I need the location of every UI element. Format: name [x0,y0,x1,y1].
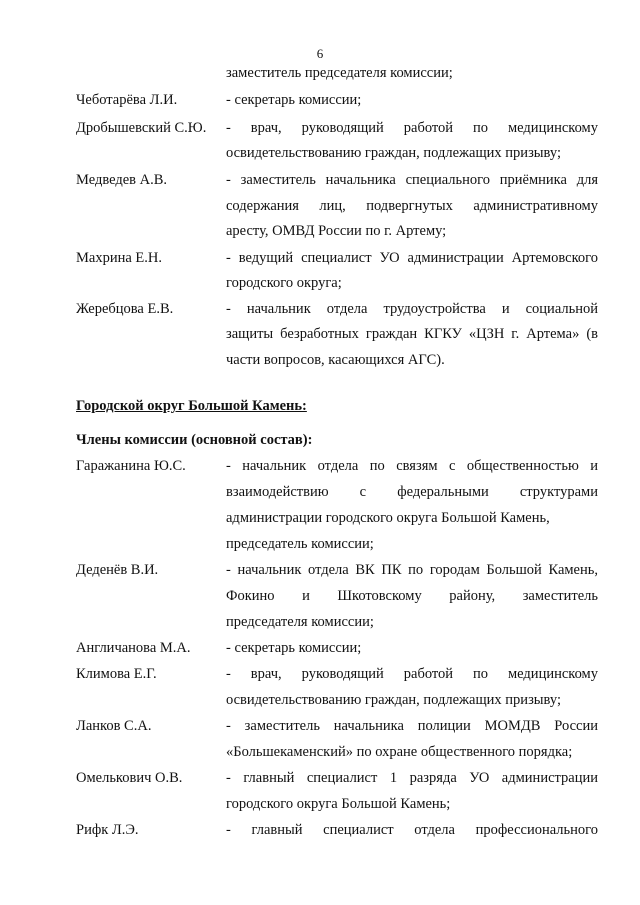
member-name: Медведев А.В. [76,172,168,188]
member-role-line: председателя комиссии; [226,614,374,630]
member-role-line: председатель комиссии; [226,536,374,552]
member-role-line: части вопросов, касающихся АГС). [226,352,445,368]
member-role-line: - ведущий специалист УО администрации Артемовского [226,250,598,266]
member-role-line: городского округа; [226,275,342,291]
member-role-line: - секретарь комиссии; [226,92,362,108]
member-role-line: - секретарь комиссии; [226,640,362,656]
member-role-line: освидетельствованию граждан, подлежащих призыву; [226,692,561,708]
member-name: Деденёв В.И. [76,562,159,578]
member-name: Чеботарёва Л.И. [76,92,178,108]
member-name: Гаражанина Ю.С. [76,458,186,474]
member-name: Жеребцова Е.В. [76,301,174,317]
member-name: Ланков С.А. [76,718,152,734]
member-role-line: Фокино и Шкотовскому району, заместитель [226,588,598,604]
member-role-line: - заместитель начальника полиции МОМДВ России [226,718,598,734]
member-role-line: городского округа Большой Камень; [226,796,451,812]
member-name: Рифк Л.Э. [76,822,139,838]
member-role-line: взаимодействию с федеральными структурами [226,484,598,500]
member-role-line: - главный специалист 1 разряда УО администрации [226,770,598,786]
section-subtitle: Члены комиссии (основной состав): [76,432,313,448]
member-role-line: - заместитель начальника специального приёмника для [226,172,598,188]
section-title: Городской округ Большой Камень: [76,398,307,414]
continued-description-line: заместитель председателя комиссии; [226,65,453,81]
member-name: Англичанова М.А. [76,640,191,656]
member-role-line: защиты безработных граждан КГКУ «ЦЗН г. Артема» (в [226,326,598,342]
page-number: 6 [316,46,324,61]
member-role-line: освидетельствованию граждан, подлежащих призыву; [226,145,561,161]
member-role-line: - начальник отдела трудоустройства и социальной [226,301,598,317]
member-role-line: «Большекаменский» по охране общественного порядка; [226,744,573,760]
member-name: Омелькович О.В. [76,770,183,786]
member-name: Махрина Е.Н. [76,250,162,266]
member-role-line: - начальник отдела ВК ПК по городам Большой Камень, [226,562,598,578]
member-role-line: аресту, ОМВД России по г. Артему; [226,223,447,239]
member-role-line: - главный специалист отдела профессионального [226,822,598,838]
member-role-line: - начальник отдела по связям с общественностью и [226,458,598,474]
member-role-line: - врач, руководящий работой по медицинскому [226,120,598,136]
member-role-line: содержания лиц, подвергнутых административному [226,198,598,214]
member-name: Дробышевский С.Ю. [76,120,207,136]
member-role-line: администрации городского округа Большой Камень, [226,510,550,526]
member-role-line: - врач, руководящий работой по медицинскому [226,666,598,682]
member-name: Климова Е.Г. [76,666,157,682]
